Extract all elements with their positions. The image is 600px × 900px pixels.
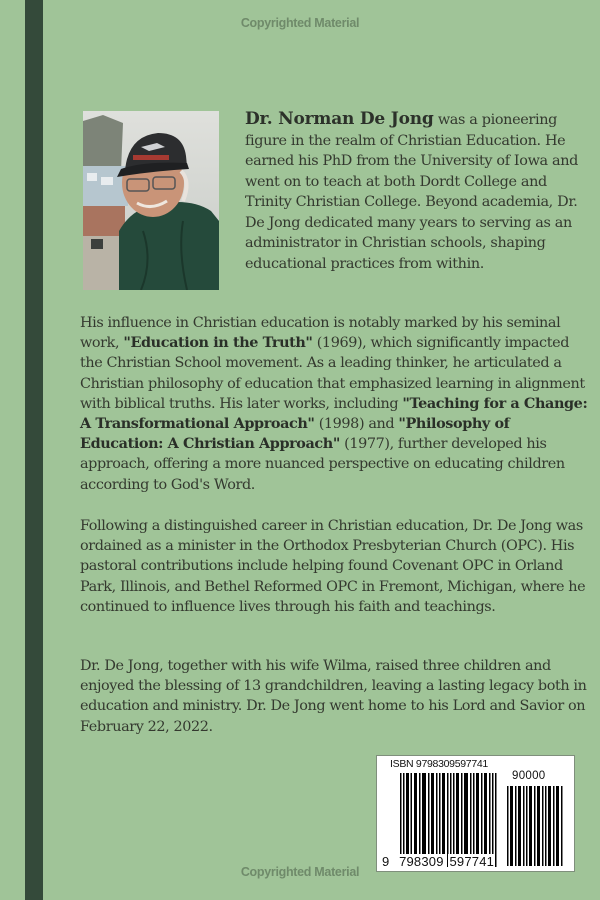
watermark-top: Copyrighted Material [240, 16, 360, 30]
barcode-digit-group-2: 597741 [449, 854, 495, 869]
barcode-digit-group-1: 798309 [399, 854, 444, 869]
spine-stripe [25, 0, 43, 900]
book-title-teaching-for-a-change: "Teaching for a Change: A Transformational Approach" [80, 394, 588, 433]
works-text-3: (1998) and [314, 416, 399, 433]
isbn-barcode [376, 755, 575, 872]
bio-intro-paragraph [245, 109, 590, 274]
author-photo [83, 111, 219, 290]
watermark-bottom: Copyrighted Material [240, 865, 360, 879]
barcode-addon-bars [507, 786, 563, 866]
intro-text: was a pioneering figure in the realm of Christian Education. He earned his PhD from the University of Iowa and went on to teach at both Dordt College and Trinity Christian College. Beyond academia, Dr. De Jong dedicated many years to serving as an administrator in Christian schools, shaping educational practices from within. [245, 112, 579, 272]
isbn-label: ISBN 9798309597741 [390, 758, 488, 770]
bio-paragraph-works [80, 313, 590, 495]
barcode-lead-digit: 9 [382, 854, 390, 869]
works-text-4: (1977), further developed his approach, offering a more nuanced perspective on educating children according to God's Word. [80, 436, 565, 493]
works-text-1: His influence in Christian education is notably marked by his seminal work, [80, 315, 561, 352]
works-text-2: (1969), which significantly impacted the Christian School movement. As a leading thinker, he articulated a Christian philosophy of education that emphasized learning in alignment with biblical truths. His later works, including [80, 335, 585, 412]
price-code: 90000 [512, 770, 546, 782]
author-name: Dr. Norman De Jong [245, 109, 434, 129]
barcode-bars [400, 773, 500, 867]
book-title-education-in-the-truth: "Education in the Truth" [123, 334, 313, 352]
book-title-philosophy-of-education: "Philosophy of Education: A Christian Approach" [80, 415, 510, 453]
family-text: Dr. De Jong, together with his wife Wilma, raised three children and enjoyed the blessing of 13 grandchildren, leaving a lasting legacy both in education and ministry. Dr. De Jong went home to his Lord and Savior on February 22, 2022. [80, 658, 587, 735]
bio-paragraph-family [80, 656, 590, 737]
bio-paragraph-ministry [80, 516, 590, 617]
ministry-text: Following a distinguished career in Christian education, Dr. De Jong was ordained as a minister in the Orthodox Presbyterian Church (OPC). His pastoral contributions include helping found Covenant OPC in Orland Park, Illinois, and Bethel Reformed OPC in Fremont, Michigan, where he continued to influence lives through his faith and teachings. [80, 518, 586, 615]
